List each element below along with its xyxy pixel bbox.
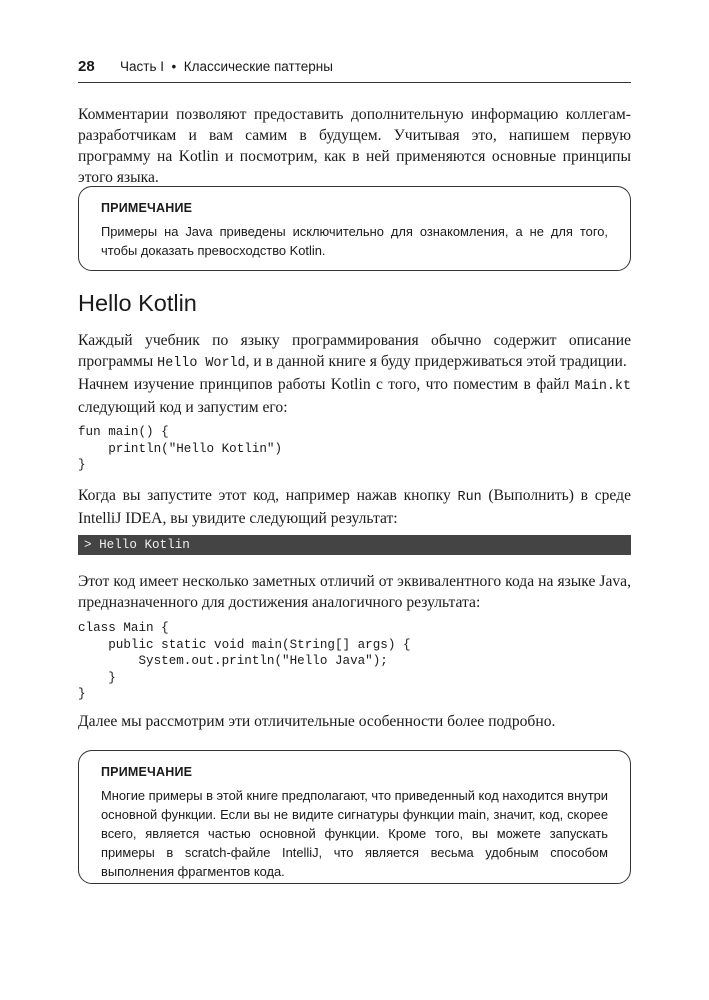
note-box [78, 186, 631, 271]
console-output: > Hello Kotlin [78, 535, 631, 555]
note-title: ПРИМЕЧАНИЕ [101, 201, 193, 215]
page-number: 28 [78, 58, 95, 75]
code-block-java: class Main { public static void main(String[] args) { System.out.println("Hello Java"); } } [78, 621, 411, 702]
paragraph-java-diff: Этот код имеет несколько заметных отличий от эквивалентного кода на языке Java, предназначенного для достижения аналогичного результата: [78, 573, 631, 611]
text-span: Каждый учебник по языку программирования обычно содержит описание программы [78, 332, 631, 370]
note-text: Многие примеры в этой книге предполагают, что приведенный код находится внутри основной функции. Если вы не видите сигнатуры функции main, значит, код, скорее всего, является частью основной функции. Кроме того, вы можете запускать примеры в scratch-файле IntelliJ, что является весьма удобным способом выполнения фрагментов кода. [101, 788, 608, 879]
inline-code: Main.kt [574, 379, 631, 394]
paragraph-run [78, 485, 631, 529]
text-span: Начнем изучение принципов работы Kotlin с того, что поместим в файл [78, 376, 575, 393]
note-title: ПРИМЕЧАНИЕ [101, 765, 193, 779]
running-title: Часть I • Классические паттерны [120, 59, 333, 74]
text-span: , и в данной книге я буду придерживаться этой традиции. [245, 353, 627, 370]
code-block-kotlin: fun main() { println("Hello Kotlin") } [78, 425, 283, 473]
text-span: Когда вы запустите этот код, например нажав кнопку [78, 487, 458, 504]
inline-code: Hello World [157, 356, 246, 371]
text-span: следующий код и запустим его: [78, 399, 288, 416]
inline-code: Run [457, 490, 482, 505]
note-text: Примеры на Java приведены исключительно для ознакомления, а не для того, чтобы доказать превосходство Kotlin. [101, 224, 608, 258]
paragraph-main-kt [78, 374, 631, 418]
text-span: (Выполнить) в среде IntelliJ IDEA, вы увидите следующий результат: [78, 487, 631, 527]
paragraph-conclusion: Далее мы рассмотрим эти отличительные особенности более подробно. [78, 713, 556, 730]
paragraph-hello-world [78, 330, 631, 374]
section-heading: Hello Kotlin [78, 290, 197, 316]
page-header [78, 52, 631, 83]
intro-paragraph: Комментарии позволяют предоставить дополнительную информацию коллегам-разработчикам и вам самим в будущем. Учитывая это, напишем первую программу на Kotlin и посмотрим, как в ней применяются основные принципы этого языка. [78, 106, 631, 186]
note-box [78, 750, 631, 884]
